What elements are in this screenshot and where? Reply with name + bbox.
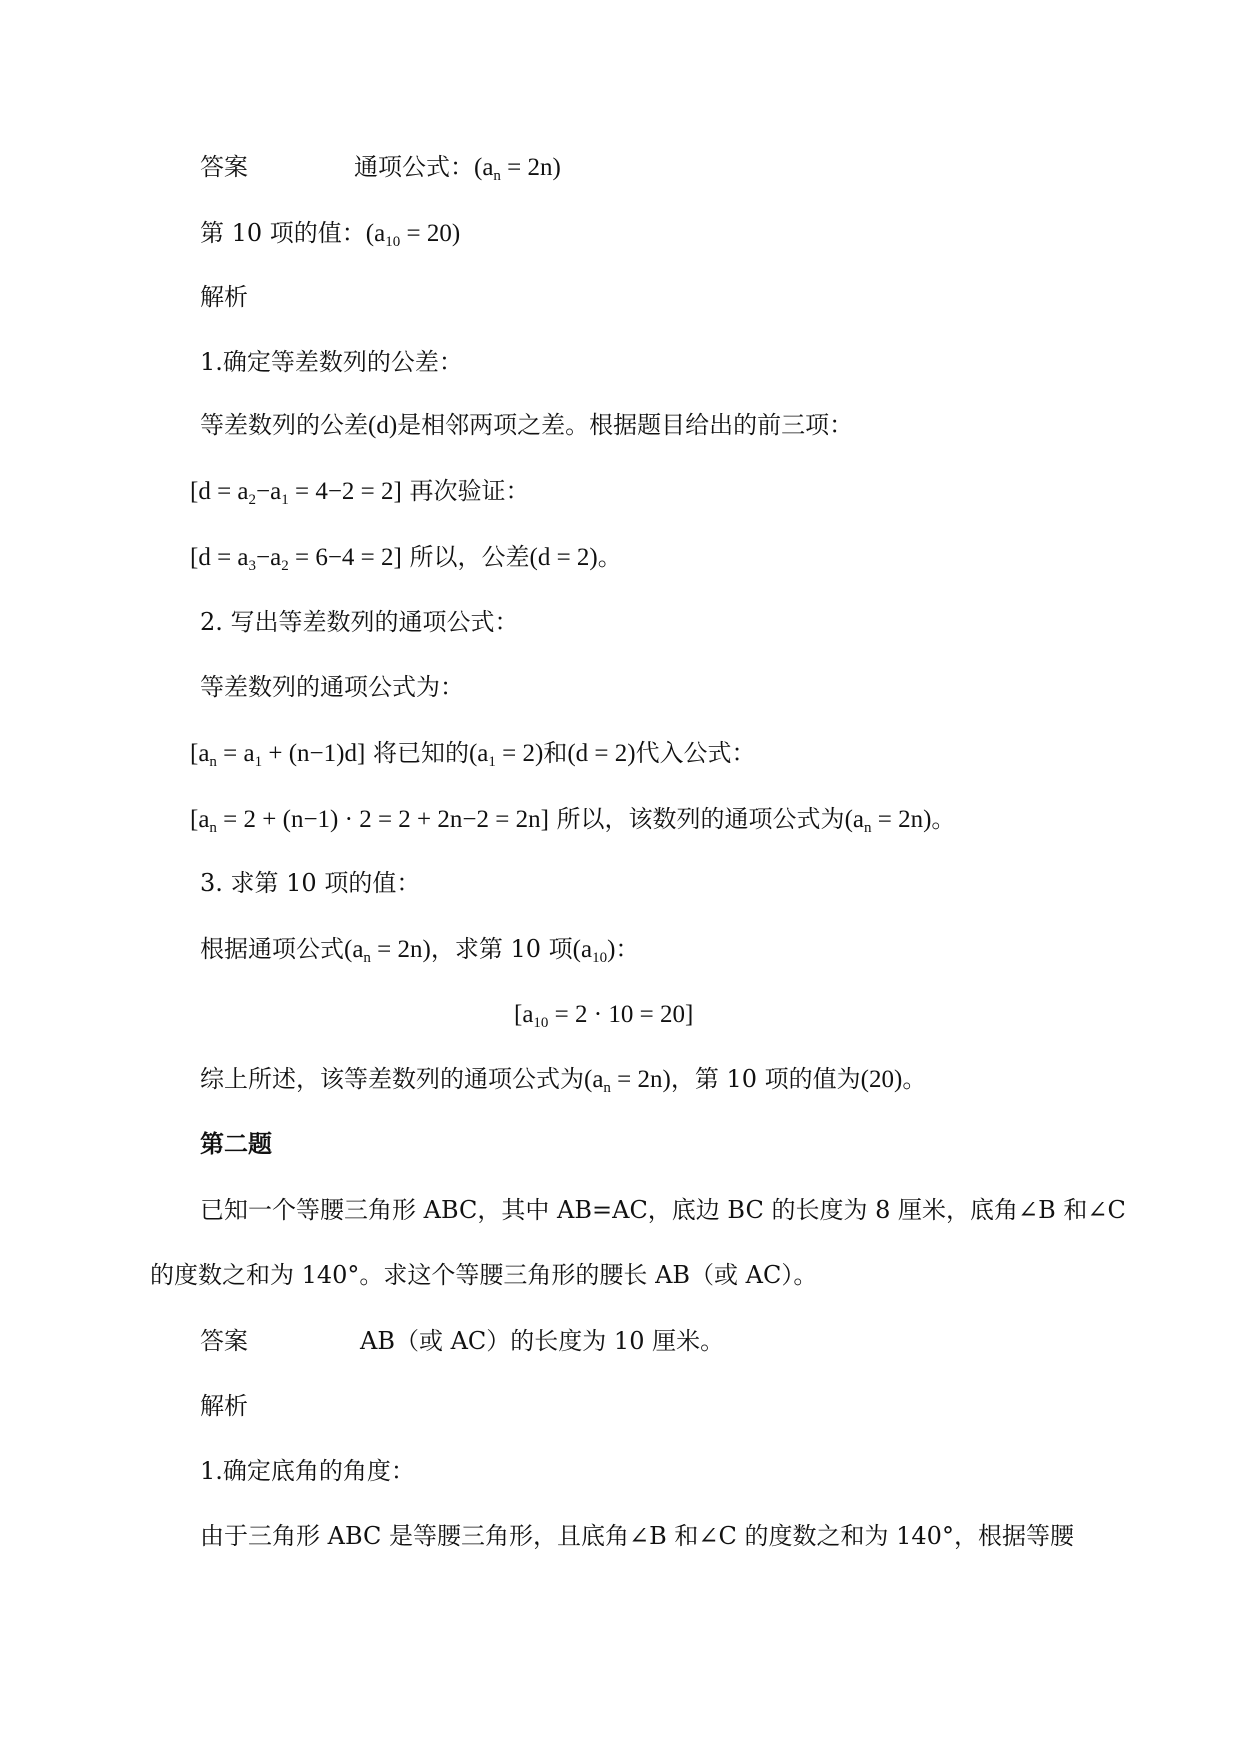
question2-title: 第二题	[200, 1129, 272, 1158]
question2-analysis-label: 解析	[200, 1392, 248, 1420]
step2-heading: 2. 写出等差数列的通项公式：	[200, 608, 519, 636]
step1-equation-1: $[d = a_2-a_1 = 4-2 = 2]$ 再次验证：	[190, 477, 530, 508]
step2-equation-1: $[a_n = a_1 + (n-1)d]$ 将已知的$(a_1 = 2)$和(d = 2)代入公式：	[190, 739, 756, 770]
step1-equation-2: $[d = a_3-a_2 = 6-4 = 2]$ 所以，公差(d = 2)。	[190, 543, 622, 574]
answer-label: 答案	[200, 153, 248, 181]
step3-equation: $[a_{10} = 2 \cdot 10 = 20]$	[514, 1001, 694, 1031]
item10-math: $(a_{10} = 20)$	[365, 220, 461, 250]
step1-text: 等差数列的公差(d)是相邻两项之差。根据题目给出的前三项：	[200, 411, 854, 439]
question2-line-2: 的度数之和为 140°。求这个等腰三角形的腰长 AB（或 AC）。	[150, 1261, 818, 1289]
step3-heading: 3. 求第 10 项的值：	[200, 869, 421, 897]
item10-label: 第 10 项的值：	[200, 219, 366, 247]
formula-math: $(a_n = 2n)$	[474, 154, 561, 184]
question2-step1-text: 由于三角形 ABC 是等腰三角形，且底角∠B 和∠C 的度数之和为 140°，根据等腰	[200, 1522, 1074, 1550]
question2-step1-heading: 1.确定底角的角度：	[200, 1457, 415, 1485]
summary-line: 综上所述，该等差数列的通项公式为$(a_n = 2n)$，第 10 项的值为(20)。	[200, 1065, 927, 1096]
step3-text: 根据通项公式$(a_n = 2n)$，求第 10 项$(a_{10})$：	[200, 935, 640, 966]
answer-line	[200, 150, 561, 185]
question2-answer-line	[200, 1324, 724, 1358]
step2-text: 等差数列的通项公式为：	[200, 673, 464, 701]
answer-label: 答案	[200, 1327, 248, 1355]
formula-label: 通项公式：	[354, 153, 474, 181]
analysis-label: 解析	[200, 283, 248, 311]
item10-line	[200, 216, 460, 251]
step1-heading: 1.确定等差数列的公差：	[200, 348, 463, 376]
step2-equation-2: $[a_n = 2 + (n-1) \cdot 2 = 2 + 2n-2 = 2n]$ 所以，该数列的通项公式为$(a_n = 2n)$。	[190, 805, 956, 836]
question2-line-1: 已知一个等腰三角形 ABC，其中 AB=AC，底边 BC 的长度为 8 厘米，底角∠B 和∠C	[200, 1196, 1126, 1224]
answer-text: AB（或 AC）的长度为 10 厘米。	[360, 1327, 725, 1355]
